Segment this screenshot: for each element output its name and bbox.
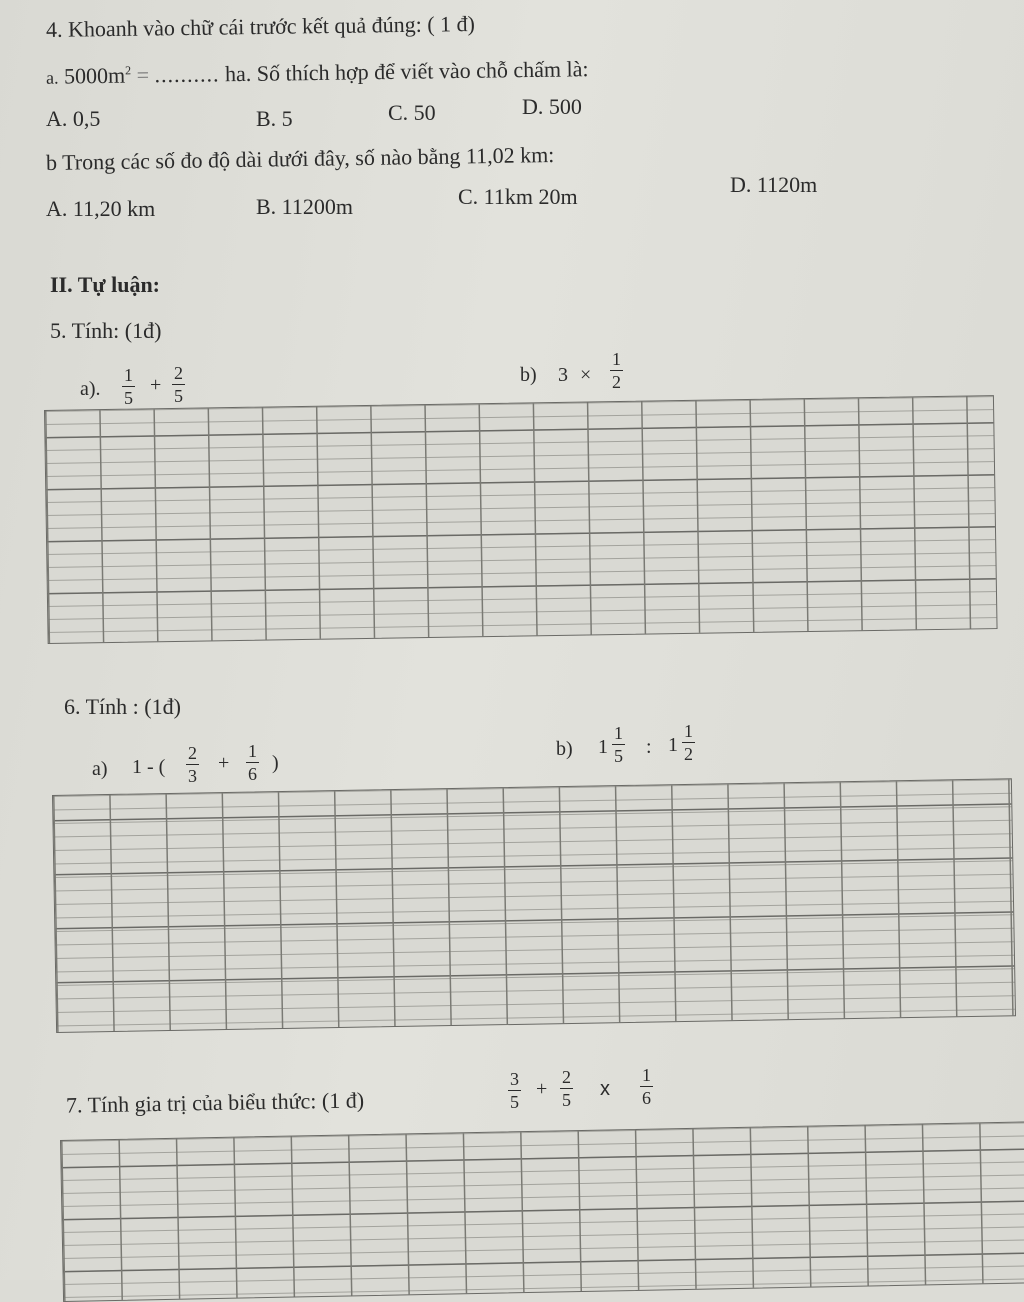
q6b-m2-numerator: 1	[684, 721, 693, 741]
q6a-f2-denominator: 6	[248, 764, 257, 784]
q7-f1-denominator: 5	[510, 1092, 519, 1112]
q6b-label: b)	[556, 738, 573, 760]
q6b-m1-denominator: 5	[614, 746, 623, 766]
q6b-mixed-2-fraction	[682, 720, 695, 765]
q5b-operator: ×	[580, 364, 592, 386]
q6a-fraction-1	[186, 742, 199, 787]
q4b-option-c: C. 11km 20m	[458, 184, 578, 209]
q5b-label: b)	[520, 364, 537, 386]
q4a-expression: 5000m	[63, 62, 126, 89]
q6a-operator: +	[218, 752, 230, 774]
section-title: II. Tự luận:	[50, 272, 161, 297]
q5-heading: 5. Tính: (1đ)	[50, 318, 162, 343]
q5a-label: a).	[80, 378, 101, 400]
q7-f3-numerator: 1	[642, 1065, 651, 1085]
q5a-fraction-2	[172, 362, 185, 407]
q5b-fraction	[610, 348, 623, 393]
q5b-integer: 3	[558, 364, 568, 386]
q5-answer-grid[interactable]	[44, 395, 998, 644]
q6b-m2-denominator: 2	[684, 744, 693, 764]
q6a-prefix: 1 - (	[132, 756, 166, 778]
q6a-f1-denominator: 3	[188, 766, 197, 786]
q5a-f2-denominator: 5	[174, 386, 183, 406]
q7-fraction-1	[508, 1068, 521, 1113]
q7-f2-denominator: 5	[562, 1090, 571, 1110]
q4a-label: a.	[45, 67, 59, 88]
q4a-line	[46, 56, 589, 90]
q6b-m1-numerator: 1	[614, 723, 623, 743]
q4a-option-d: D. 500	[522, 94, 582, 119]
q5a-f2-numerator: 2	[174, 363, 183, 383]
q5a-operator: +	[150, 374, 162, 396]
q4a-equals: =	[136, 62, 150, 88]
q6b-mixed-1-fraction	[612, 722, 625, 767]
q4a-option-b: B. 5	[256, 106, 293, 131]
q4b-option-b: B. 11200m	[256, 194, 353, 219]
q5a-f1-denominator: 5	[124, 388, 133, 408]
q7-operator-1: +	[536, 1078, 548, 1100]
q7-f3-denominator: 6	[642, 1088, 651, 1108]
q4b-option-d: D. 1120m	[730, 172, 818, 197]
q6b-mixed-2-integer: 1	[668, 734, 678, 756]
q4b-text: b Trong các số đo độ dài dưới đây, số nào bằng 11,02 km:	[45, 142, 555, 175]
q6a-label: a)	[92, 758, 108, 780]
q7-operator-2: x	[600, 1078, 610, 1100]
q4a-option-a: A. 0,5	[46, 106, 101, 131]
q4a-exponent: 2	[124, 63, 132, 78]
q4a-option-c: C. 50	[388, 100, 436, 125]
q7-f2-numerator: 2	[562, 1067, 571, 1087]
q5a-f1-numerator: 1	[124, 365, 133, 385]
q7-fraction-2	[560, 1066, 573, 1111]
q6a-close: )	[272, 752, 279, 774]
q4a-rest: ha. Số thích hợp để viết vào chỗ chấm là:	[224, 56, 589, 87]
q7-fraction-3	[640, 1064, 653, 1109]
q6-heading: 6. Tính : (1đ)	[64, 694, 181, 719]
q4b-option-a: A. 11,20 km	[46, 196, 156, 221]
q6b-mixed-1-integer: 1	[598, 736, 608, 758]
q5b-denominator: 2	[612, 372, 621, 392]
q7-answer-grid[interactable]	[60, 1121, 1024, 1302]
q7-heading: 7. Tính gia trị của biểu thức: (1 đ)	[65, 1087, 365, 1118]
q5a-fraction-1	[122, 364, 135, 409]
q6a-fraction-2	[246, 740, 259, 785]
q6b-operator: :	[646, 736, 652, 758]
q6a-f1-numerator: 2	[188, 743, 197, 763]
q5b-numerator: 1	[612, 349, 621, 369]
q4a-blank: ..........	[154, 61, 220, 88]
q6a-f2-numerator: 1	[248, 741, 257, 761]
q4-heading: 4. Khoanh vào chữ cái trước kết quả đúng: ( 1 đ)	[45, 11, 476, 42]
q7-f1-numerator: 3	[510, 1069, 519, 1089]
q6-answer-grid[interactable]	[52, 778, 1016, 1033]
